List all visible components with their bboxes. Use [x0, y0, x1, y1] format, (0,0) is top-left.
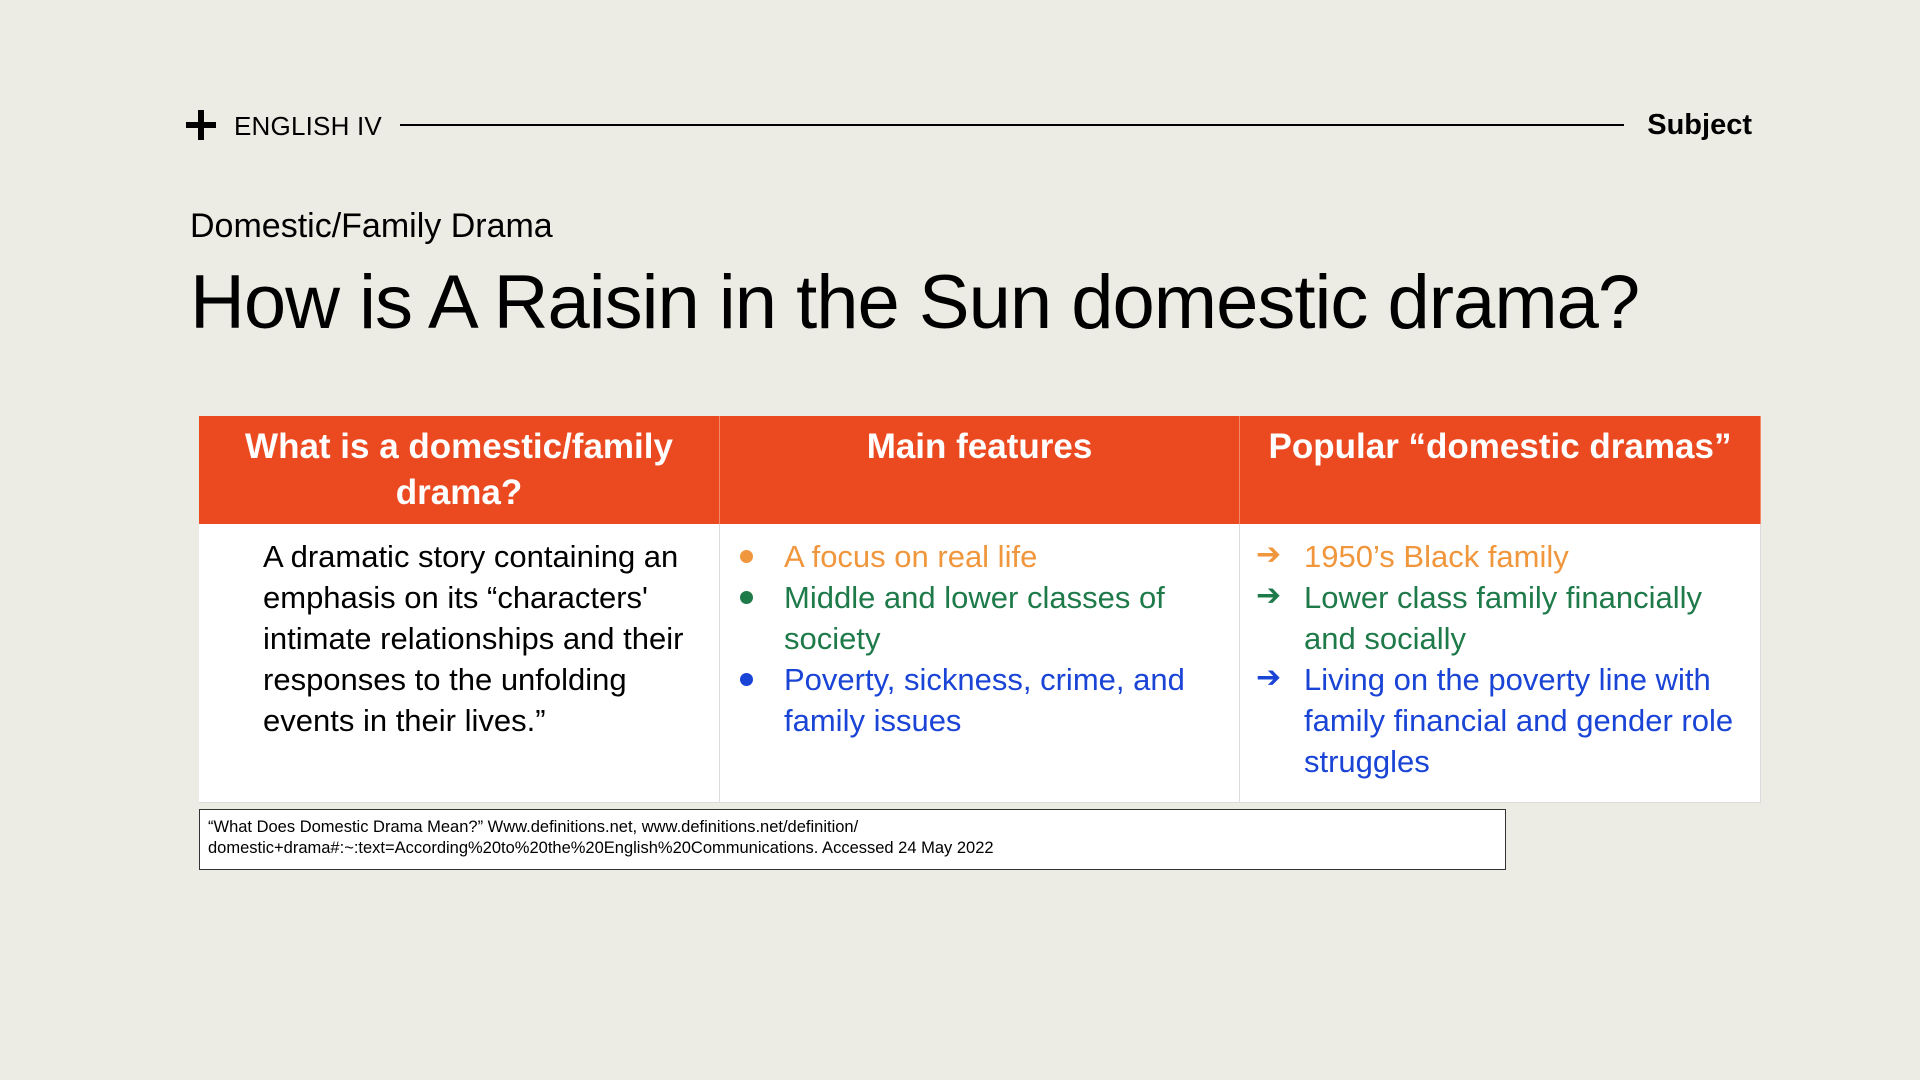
bullet-dot-icon: [740, 550, 753, 563]
feature-text: Poverty, sickness, crime, and family issues: [784, 662, 1185, 738]
popular-cell: [1240, 524, 1761, 803]
definition-text: A dramatic story containing an emphasis on its “characters' intimate relationships and their responses to the unfolding events in their lives.”: [263, 539, 684, 738]
features-list: [720, 536, 1239, 741]
course-label: ENGLISH IV: [234, 111, 382, 141]
definition-cell: [199, 524, 720, 803]
feature-item: [720, 536, 1239, 577]
header-divider: [400, 124, 1624, 126]
popular-text: Lower class family financially and socially: [1304, 580, 1702, 656]
table-header-popular: Popular “domestic dramas”: [1240, 416, 1761, 524]
arrow-right-icon: ➔: [1256, 579, 1282, 612]
table-header-definition: What is a domestic/family drama?: [199, 416, 720, 524]
popular-text: 1950’s Black family: [1304, 539, 1569, 574]
features-cell: [720, 524, 1240, 803]
popular-item: [1240, 659, 1760, 782]
feature-text: Middle and lower classes of society: [784, 580, 1165, 656]
bullet-dot-icon: [740, 673, 753, 686]
popular-text: Living on the poverty line with family financial and gender role struggles: [1304, 662, 1734, 779]
citation-line-1: “What Does Domestic Drama Mean?” Www.definitions.net, www.definitions.net/definition/: [208, 818, 859, 836]
table-header-features: Main features: [720, 416, 1240, 524]
feature-item: [720, 659, 1239, 741]
feature-text: A focus on real life: [784, 539, 1038, 574]
bullet-dot-icon: [740, 591, 753, 604]
citation-line-2: domestic+drama#:~:text=According%20to%20the%20English%20Communications. Accessed 24 May 2022: [208, 839, 994, 857]
arrow-right-icon: ➔: [1256, 538, 1282, 571]
feature-item: [720, 577, 1239, 659]
plus-icon: [186, 110, 216, 140]
popular-list: [1240, 536, 1760, 782]
slide-subtitle: Domestic/Family Drama: [190, 207, 553, 245]
popular-item: [1240, 536, 1760, 577]
citation-box: [199, 809, 1506, 870]
comparison-table: [199, 416, 1761, 803]
popular-item: [1240, 577, 1760, 659]
slide-title: How is A Raisin in the Sun domestic drama?: [190, 260, 1640, 345]
subject-label: Subject: [1647, 109, 1752, 141]
arrow-right-icon: ➔: [1256, 661, 1282, 694]
